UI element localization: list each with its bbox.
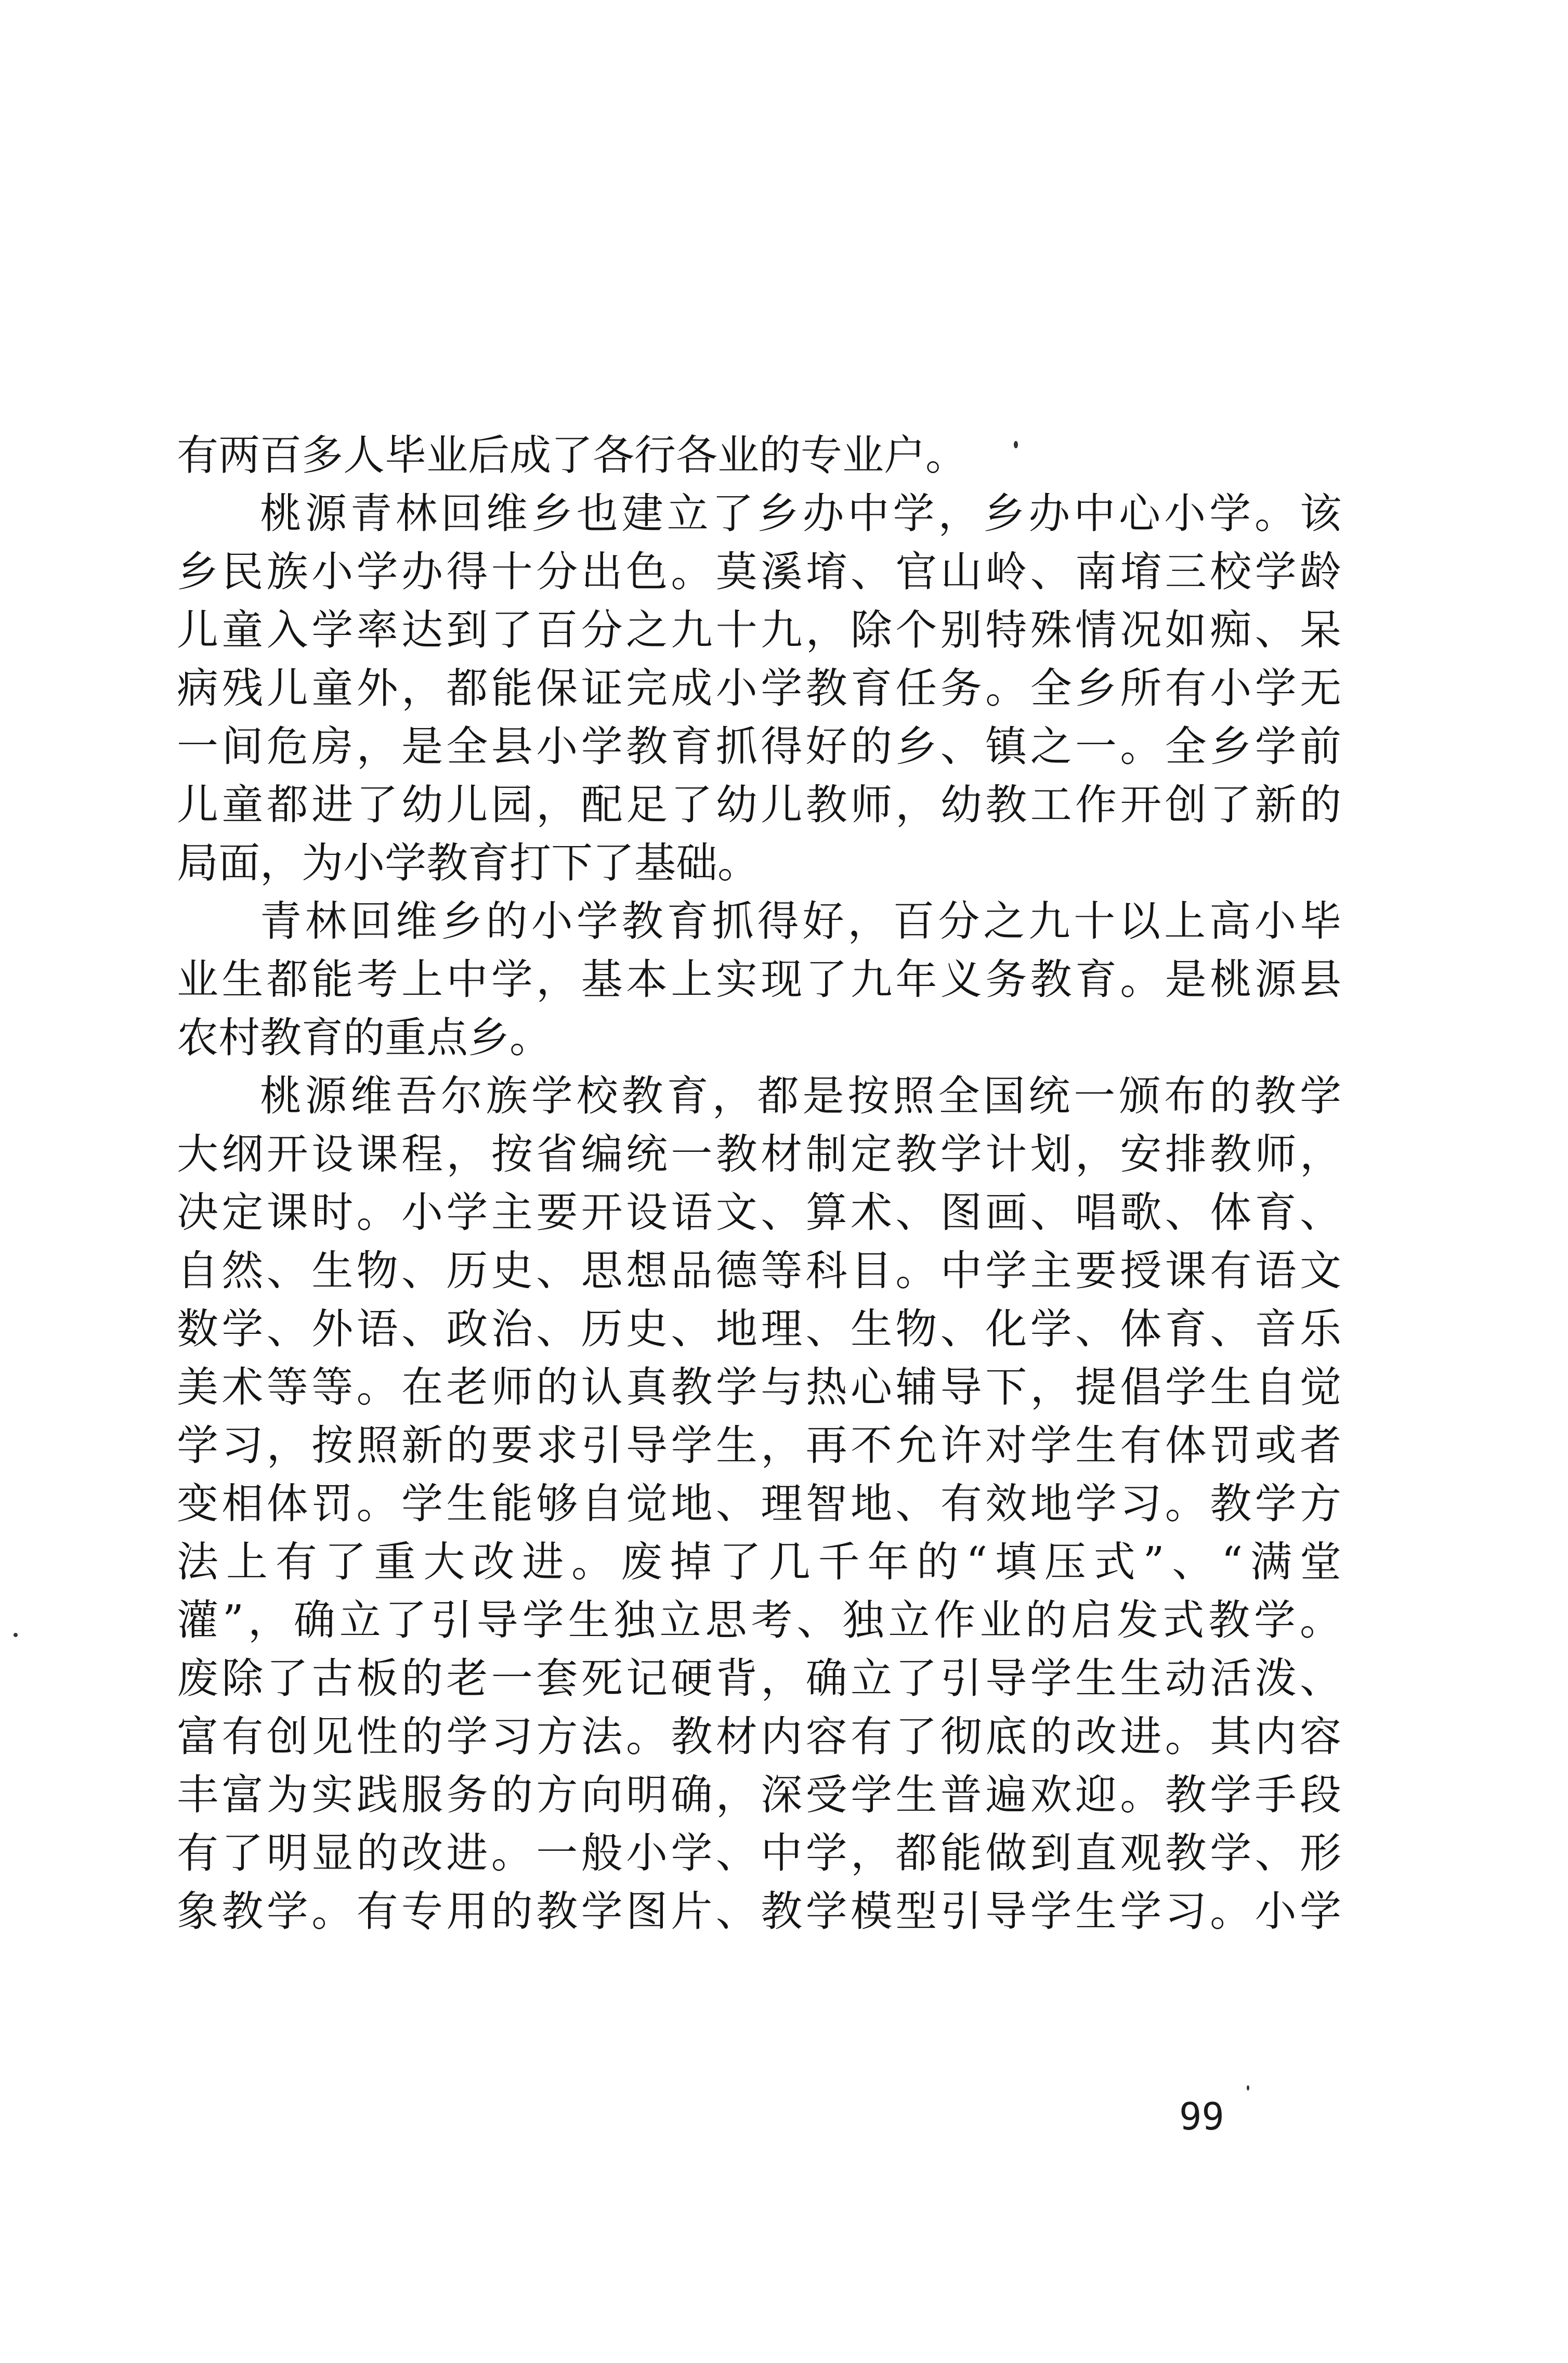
text-line: 桃源维吾尔族学校教育，都是按照全国统一颁布的教学 <box>260 1072 1341 1120</box>
text-line: 变相体罚。学生能够自觉地、理智地、有效地学习。教学方 <box>177 1479 1341 1528</box>
text-line: 数学、外语、政治、历史、地理、生物、化学、体育、音乐 <box>177 1305 1341 1353</box>
page-number: 99 <box>1179 2095 1224 2138</box>
text-line: 有两百多人毕业后成了各行各业的专业户。 <box>177 431 967 479</box>
body-text <box>177 426 1341 1941</box>
text-line: 美术等等。在老师的认真教学与热心辅导下，提倡学生自觉 <box>177 1363 1341 1411</box>
text-line: 大纲开设课程，按省编统一教材制定教学计划，安排教师， <box>177 1130 1341 1178</box>
text-line: 丰富为实践服务的方向明确，深受学生普遍欢迎。教学手段 <box>177 1771 1341 1819</box>
text-line: 富有创见性的学习方法。教材内容有了彻底的改进。其内容 <box>177 1712 1341 1761</box>
text-line: 儿童都进了幼儿园，配足了幼儿教师，幼教工作开创了新的 <box>177 781 1341 829</box>
text-line: 决定课时。小学主要开设语文、算术、图画、唱歌、体育、 <box>177 1188 1341 1237</box>
text-line: 废除了古板的老一套死记硬背，确立了引导学生生动活泼、 <box>177 1654 1341 1703</box>
text-line: 局面，为小学教育打下了基础。 <box>177 839 759 887</box>
text-line: 一间危房，是全县小学教育抓得好的乡、镇之一。全乡学前 <box>177 722 1341 771</box>
text-line: 病残儿童外，都能保证完成小学教育任务。全乡所有小学无 <box>177 664 1341 712</box>
scan-speck <box>1247 2085 1249 2091</box>
text-line: 青林回维乡的小学教育抓得好，百分之九十以上高小毕 <box>260 897 1341 945</box>
text-line: 自然、生物、历史、思想品德等科目。中学主要授课有语文 <box>177 1247 1341 1295</box>
text-line: 业生都能考上中学，基本上实现了九年义务教育。是桃源县 <box>177 955 1341 1004</box>
text-line: 桃源青林回维乡也建立了乡办中学，乡办中心小学。该 <box>260 489 1341 538</box>
text-line: 象教学。有专用的教学图片、教学模型引导学生学习。小学 <box>177 1887 1341 1936</box>
scan-speck <box>14 1633 18 1637</box>
text-line: 乡民族小学办得十分出色。莫溪堉、官山岭、南堉三校学龄 <box>177 548 1341 596</box>
text-line: 有了明显的改进。一般小学、中学，都能做到直观教学、形 <box>177 1829 1341 1877</box>
text-line: 灌”，确立了引导学生独立思考、独立作业的启发式教学。 <box>177 1596 1341 1644</box>
text-line: 法上有了重大改进。废掉了几千年的“填压式”、“满堂 <box>177 1538 1341 1586</box>
text-line: 农村教育的重点乡。 <box>177 1014 551 1062</box>
text-line: 儿童入学率达到了百分之九十九，除个别特殊情况如痴、呆 <box>177 606 1341 654</box>
text-line: 学习，按照新的要求引导学生，再不允许对学生有体罚或者 <box>177 1421 1341 1470</box>
scan-speck <box>1014 441 1018 448</box>
